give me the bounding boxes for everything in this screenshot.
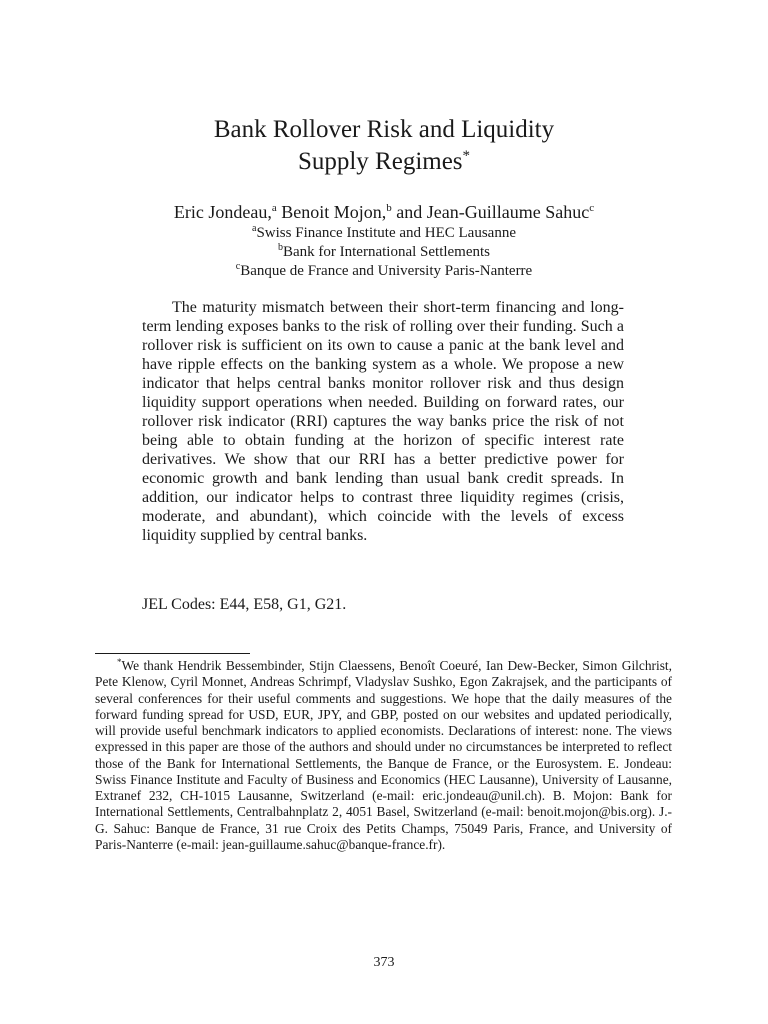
abstract: The maturity mismatch between their short-term financing and long-term lending exposes banks to the risk of rolling over their funding. Such a rollover risk is sufficient on its own to cause a panic at the bank level and have ripple effects on the banking system as a whole. We propose a new indicator that helps central banks monitor rollover risk and thus design liquidity support operations when needed. Building on forward rates, our rollover risk indicator (RRI) captures the way banks price the risk of not being able to obtain funding at the horizon of specific interest rate derivatives. We show that our RRI has a better predictive power for economic growth and bank lending than usual bank credit spreads. In addition, our indicator helps to contrast three liquidity regimes (crisis, moderate, and abundant), which coincide with the levels of excess liquidity supplied by central banks. [142, 299, 624, 544]
affiliation-a-mark: a [252, 223, 257, 234]
title-footnote-mark: * [462, 148, 471, 164]
affiliation-b-text: Bank for International Settlements [282, 244, 491, 260]
title-line-2-text: Supply Regimes [297, 148, 463, 175]
author-1-mark: a [271, 202, 277, 214]
title-line-2 [0, 146, 768, 178]
jel-codes: JEL Codes: E44, E58, G1, G21. [142, 596, 347, 613]
author-1: Eric Jondeau, [173, 202, 272, 222]
author-list [0, 200, 768, 224]
affiliation-c-text: Banque de France and University Paris-Nanterre [240, 263, 533, 279]
author-2-mark: b [386, 202, 392, 214]
author-3-mark: c [589, 202, 595, 214]
page-number: 373 [373, 955, 395, 970]
affiliation-c-mark: c [235, 261, 241, 272]
affiliation-c [0, 262, 768, 281]
affiliation-b-mark: b [277, 242, 283, 253]
affiliation-a [0, 224, 768, 243]
footnote-text: We thank Hendrik Bessembinder, Stijn Claessens, Benoît Coeuré, Ian Dew-Becker, Simon Gilchrist, Pete Klenow, Cyril Monnet, Andreas Schrimpf, Vladyslav Sushko, Egon Zakrajsek, and the participants of several conferences for their useful comments and suggestions. We hope that the daily measures of the forward funding spread for USD, EUR, JPY, and GBP, posted on our websites and updated periodically, will provide useful benchmark indicators to applied economists. Declarations of interest: none. The views expressed in this paper are those of the authors and should under no circumstances be interpreted to reflect those of the Bank for International Settlements, the Banque de France, or the Eurosystem. E. Jondeau: Swiss Finance Institute and Faculty of Business and Economics (HEC Lausanne), University of Lausanne, Extranef 232, CH-1015 Lausanne, Switzerland (e-mail: eric.jondeau@unil.ch). B. Mojon: Bank for International Settlements, Centralbahnplatz 2, 4051 Basel, Switzerland (e-mail: benoit.mojon@bis.org). J.-G. Sahuc: Banque de France, 31 rue Croix des Petits Champs, 75049 Paris, France, and University of Paris-Nanterre (e-mail: jean-guillaume.sahuc@banque-france.fr). [95, 658, 672, 852]
footnote-rule [95, 653, 250, 654]
title-line-1: Bank Rollover Risk and Liquidity [213, 116, 555, 143]
paper-title [0, 114, 768, 178]
acknowledgement-footnote [95, 658, 672, 853]
footnote-mark: * [117, 657, 122, 667]
author-2: Benoit Mojon, [276, 202, 387, 222]
affiliation-a-text: Swiss Finance Institute and HEC Lausanne [256, 225, 516, 241]
affiliation-b [0, 243, 768, 262]
author-3: and Jean-Guillaume Sahuc [391, 202, 590, 222]
